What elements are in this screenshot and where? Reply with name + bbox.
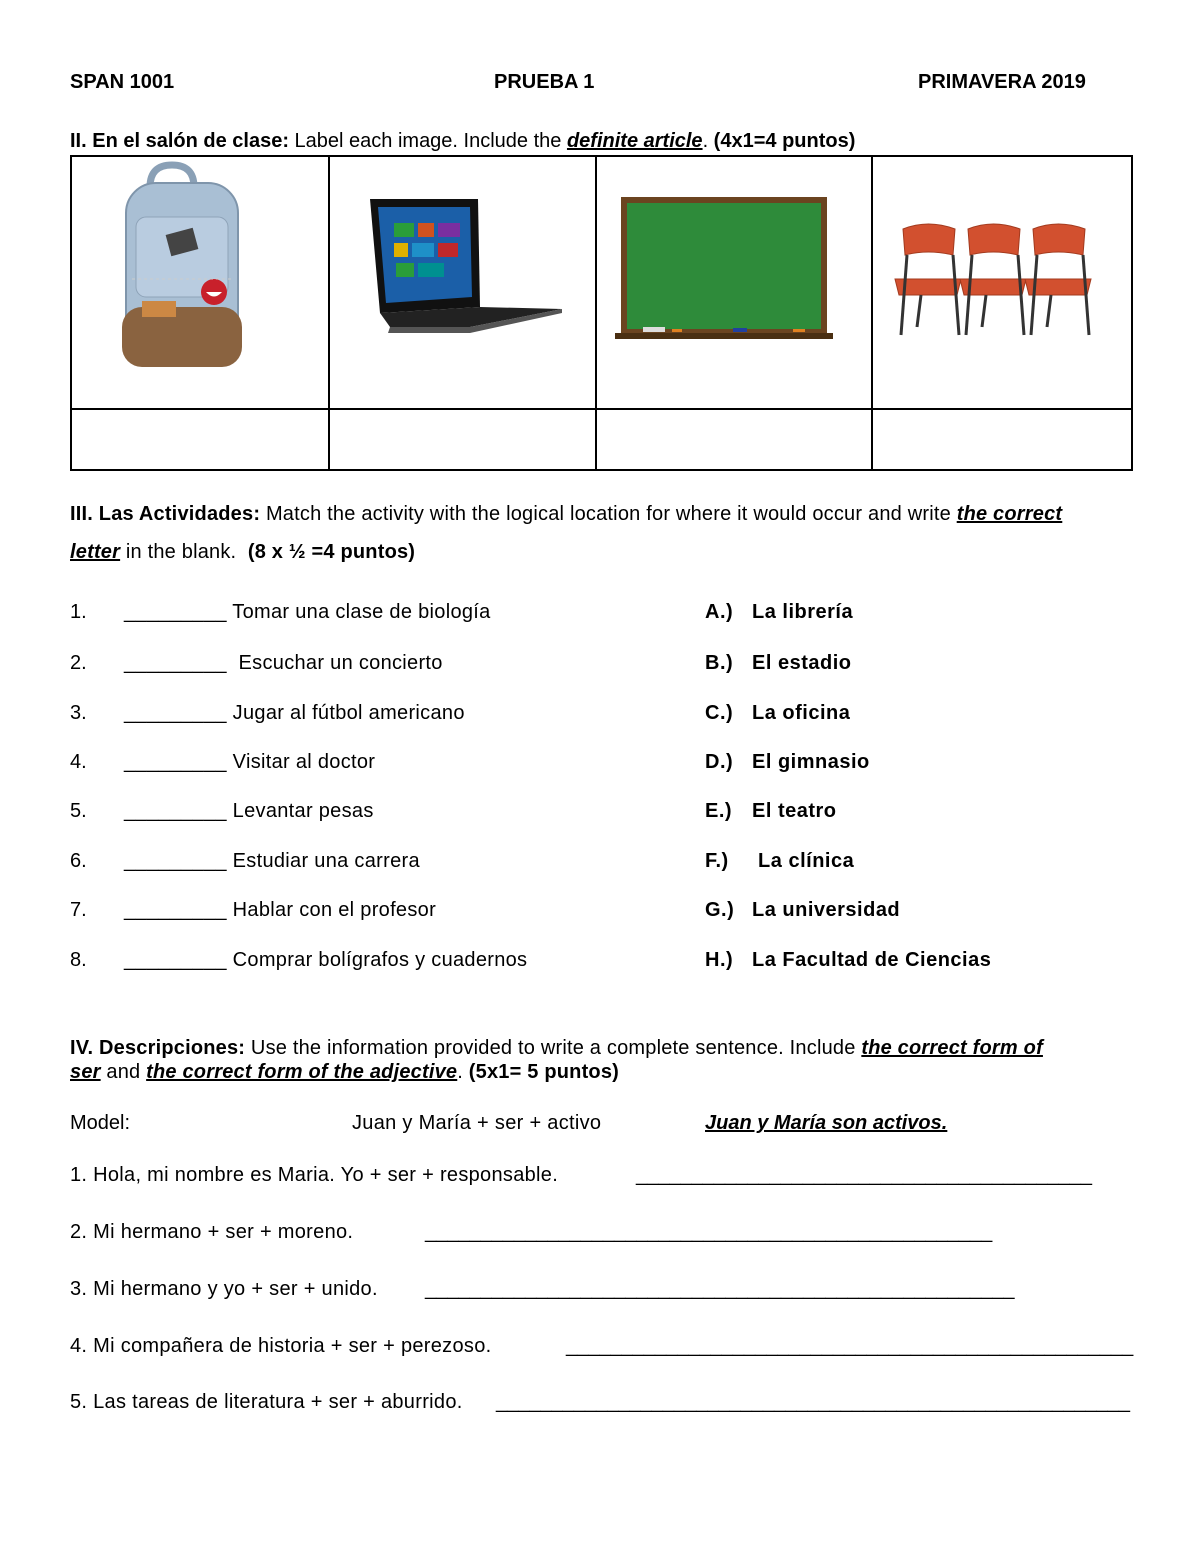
activity-number: 2. (70, 652, 87, 674)
section-2-emphasis: definite article (566, 130, 703, 152)
activity-item (124, 702, 465, 725)
option-letter: F.) (705, 850, 729, 872)
section-2-text-b: . (702, 130, 709, 152)
answer-blank[interactable]: _________ (124, 702, 227, 724)
section-4-instructions-line2 (70, 1061, 619, 1084)
answer-blank[interactable]: _________ (124, 949, 227, 971)
activity-text: Estudiar una carrera (226, 850, 420, 872)
term: PRIMAVERA 2019 (918, 71, 1086, 93)
image-cell-chairs (872, 156, 1132, 409)
activity-number: 8. (70, 949, 87, 971)
option-place: La universidad (752, 899, 901, 921)
section-3-instructions-line2 (70, 541, 415, 564)
section-3-emphasis-b: letter (70, 541, 121, 563)
section-4-emphasis-c: the correct form of the adjective (146, 1061, 458, 1083)
model-label: Model: (70, 1112, 131, 1134)
model-prompt: Juan y María + ser + activo (352, 1112, 602, 1134)
activity-number: 6. (70, 850, 87, 872)
answer-blank[interactable]: _________ (124, 751, 227, 773)
location-option (705, 751, 870, 774)
option-place: El gimnasio (752, 751, 870, 773)
image-label-table (70, 155, 1133, 471)
option-letter: C.) (705, 702, 734, 724)
activity-item (124, 800, 374, 823)
section-2-title: II. En el salón de clase: (70, 130, 289, 152)
activity-item (124, 601, 491, 624)
section-3-emphasis-a: the correct (956, 503, 1063, 525)
answer-box-4[interactable] (872, 409, 1132, 470)
backpack-icon (72, 157, 328, 403)
answer-line[interactable]: _________________________________________________________ (496, 1391, 1131, 1413)
section-2-text-a: Label each image. Include the (288, 130, 567, 152)
description-prompt: 3. Mi hermano y yo + ser + unido. (70, 1278, 378, 1300)
location-option (705, 601, 853, 624)
location-option (705, 702, 850, 725)
option-place: La oficina (752, 702, 851, 724)
activity-item (124, 949, 527, 972)
activity-number: 3. (70, 702, 87, 724)
section-3-text-a: Match the activity with the logical location for where it would occur and write (260, 503, 957, 525)
activity-number: 7. (70, 899, 87, 921)
section-3-text-b: in the blank. (120, 541, 237, 563)
activity-number: 5. (70, 800, 87, 822)
location-option (705, 949, 991, 972)
answer-blank[interactable]: _________ (124, 601, 227, 623)
activity-text: Tomar una clase de biología (226, 601, 491, 623)
answer-line[interactable]: ___________________________________________________ (566, 1335, 1134, 1357)
section-4-title: IV. Descripciones: (70, 1037, 246, 1059)
activity-item (124, 652, 443, 675)
activity-text: Levantar pesas (226, 800, 374, 822)
answer-blank[interactable]: _________ (124, 800, 227, 822)
model-answer: Juan y María son activos. (705, 1112, 948, 1134)
section-2-instructions (70, 130, 855, 153)
location-option (705, 652, 851, 675)
section-2-points: (4x1=4 puntos) (708, 130, 856, 152)
answer-box-3[interactable] (596, 409, 872, 470)
activity-text: Jugar al fútbol americano (226, 702, 465, 724)
section-4-emphasis-a: the correct form of (861, 1037, 1043, 1059)
section-4-points: (5x1= 5 puntos) (463, 1061, 620, 1083)
option-place: El estadio (752, 652, 852, 674)
answer-line[interactable]: _________________________________________ (636, 1164, 1093, 1186)
activity-number: 1. (70, 601, 87, 623)
option-place: La clínica (752, 850, 855, 872)
image-cell-chalkboard (596, 156, 872, 409)
section-3-points: (8 x ½ =4 puntos) (247, 541, 416, 563)
option-place: La librería (752, 601, 854, 623)
option-place: La Facultad de Ciencias (752, 949, 992, 971)
location-option (705, 800, 837, 823)
option-letter: D.) (705, 751, 734, 773)
image-cell-laptop (329, 156, 596, 409)
activity-text: Escuchar un concierto (226, 652, 443, 674)
section-3-title: III. Las Actividades: (70, 503, 261, 525)
option-letter: A.) (705, 601, 734, 623)
activity-text: Visitar al doctor (226, 751, 376, 773)
section-4-text-c: . (457, 1061, 464, 1083)
image-cell-backpack (71, 156, 329, 409)
option-place: El teatro (752, 800, 837, 822)
answer-blank[interactable]: _________ (124, 652, 227, 674)
section-4-text-a: Use the information provided to write a complete sentence. Include (245, 1037, 862, 1059)
option-letter: G.) (705, 899, 735, 921)
description-prompt: 4. Mi compañera de historia + ser + perezoso. (70, 1335, 492, 1357)
answer-blank[interactable]: _________ (124, 850, 227, 872)
answer-line[interactable]: _____________________________________________________ (425, 1278, 1015, 1300)
location-option (705, 850, 854, 873)
description-prompt: 5. Las tareas de literatura + ser + aburrido. (70, 1391, 463, 1413)
test-title: PRUEBA 1 (494, 71, 595, 93)
activity-text: Hablar con el profesor (226, 899, 437, 921)
activity-item (124, 751, 375, 774)
section-4-instructions-line1 (70, 1037, 1043, 1060)
activity-item (124, 899, 436, 922)
option-letter: E.) (705, 800, 733, 822)
section-4-text-b: and (100, 1061, 147, 1083)
activity-text: Comprar bolígrafos y cuadernos (226, 949, 528, 971)
answer-line[interactable]: ___________________________________________________ (425, 1221, 993, 1243)
laptop-icon (330, 157, 595, 403)
answer-blank[interactable]: _________ (124, 899, 227, 921)
activity-item (124, 850, 420, 873)
course-code: SPAN 1001 (70, 71, 175, 93)
option-letter: B.) (705, 652, 734, 674)
description-prompt: 2. Mi hermano + ser + moreno. (70, 1221, 354, 1243)
section-3-instructions-line1 (70, 503, 1062, 526)
answer-box-2[interactable] (329, 409, 596, 470)
location-option (705, 899, 900, 922)
chalkboard-icon (597, 157, 871, 403)
description-prompt: 1. Hola, mi nombre es Maria. Yo + ser + responsable. (70, 1164, 559, 1186)
section-4-emphasis-b: ser (70, 1061, 101, 1083)
option-letter: H.) (705, 949, 734, 971)
chairs-icon (873, 157, 1131, 403)
activity-number: 4. (70, 751, 87, 773)
answer-box-1[interactable] (71, 409, 329, 470)
